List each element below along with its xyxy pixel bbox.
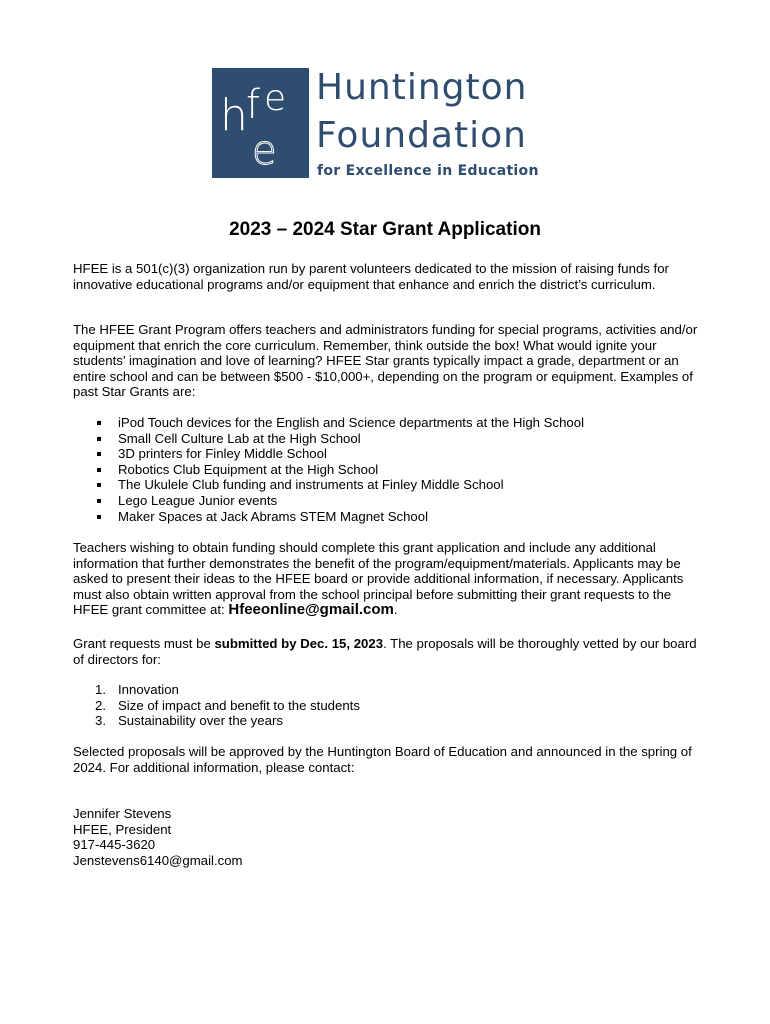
- logo-name-line2: Foundation: [316, 115, 527, 156]
- list-item: [73, 462, 698, 478]
- deadline-date: submitted by Dec. 15, 2023: [214, 636, 384, 651]
- deadline-suffix: . The proposals will be thoroughly vetted by our board of directors for:: [73, 636, 697, 667]
- list-item-text: Lego League Junior events: [118, 492, 278, 508]
- list-item: [73, 446, 698, 462]
- bullet-icon: [97, 421, 101, 425]
- logo-tagline: for Excellence in Education: [317, 163, 539, 179]
- list-item-text: Size of impact and benefit to the students: [118, 697, 360, 713]
- svg-text:e: e: [252, 128, 277, 174]
- contact-role: HFEE, President: [73, 821, 172, 837]
- list-number: 2.: [95, 697, 106, 713]
- bullet-icon: [97, 499, 101, 503]
- list-item-text: Sustainability over the years: [118, 713, 283, 729]
- list-item-text: Small Cell Culture Lab at the High School: [118, 430, 361, 446]
- svg-text:f: f: [246, 82, 261, 128]
- bullet-icon: [97, 452, 101, 456]
- criteria-list: [73, 682, 698, 729]
- list-item-text: 3D printers for Finley Middle School: [118, 446, 327, 462]
- list-item-text: Maker Spaces at Jack Abrams STEM Magnet School: [118, 508, 429, 524]
- grant-committee-email-link[interactable]: Hfeeonline@gmail.com: [228, 601, 394, 619]
- bullet-icon: [97, 515, 101, 519]
- deadline-prefix: Grant requests must be: [73, 636, 215, 651]
- svg-text:e: e: [264, 78, 287, 119]
- examples-list: [73, 415, 698, 524]
- list-item: [73, 682, 698, 698]
- contact-block: [73, 806, 698, 868]
- hfee-logo: [212, 68, 562, 183]
- program-paragraph: The HFEE Grant Program offers teachers and administrators funding for special programs, activities and/or equipment that enrich the core curriculum. Remember, think outside the box! What would ignite your students’ imagination and love of learning? HFEE Star grants typically impact a grade, department or an entire school and can be between $500 - $10,000+, depending on the program or equipment. Examples of past Star Grants are:: [73, 322, 698, 400]
- contact-name: Jennifer Stevens: [73, 806, 172, 821]
- bullet-icon: [97, 468, 101, 472]
- contact-phone: 917-445-3620: [73, 837, 156, 853]
- funding-text: Teachers wishing to obtain funding should complete this grant application and include any additional information that further demonstrates the benefit of the program/equipment/materials. Applicants may be asked to present their ideas to the HFEE board or provide additional information, if necessary. Applicants must also obtain written approval from the school principal before submitting their grant requests to the HFEE grant committee at:: [73, 540, 684, 618]
- list-item-text: Robotics Club Equipment at the High School: [118, 461, 379, 477]
- list-item: [73, 477, 698, 493]
- list-number: 1.: [95, 682, 106, 697]
- contact-email-link[interactable]: Jenstevens6140@gmail.com: [73, 852, 243, 868]
- svg-text:h: h: [220, 90, 248, 141]
- list-number: 3.: [95, 713, 106, 729]
- list-item: [73, 431, 698, 447]
- list-item: [73, 713, 698, 729]
- bullet-icon: [97, 483, 101, 487]
- list-item: [73, 415, 698, 431]
- approval-paragraph: Selected proposals will be approved by the Huntington Board of Education and announced in the spring of 2024. For additional information, please contact:: [73, 744, 692, 775]
- deadline-paragraph: [73, 636, 698, 667]
- list-item-text: iPod Touch devices for the English and Science departments at the High School: [118, 415, 584, 430]
- list-item-text: Innovation: [118, 682, 179, 697]
- funding-end: .: [393, 602, 398, 618]
- funding-paragraph: [73, 540, 698, 618]
- intro-paragraph: HFEE is a 501(c)(3) organization run by parent volunteers dedicated to the mission of raising funds for innovative educational programs and/or equipment that enhance and enrich the district’s curriculum.: [73, 261, 669, 292]
- list-item: [73, 698, 698, 714]
- logo-name-line1: Huntington: [316, 67, 528, 108]
- list-item-text: The Ukulele Club funding and instruments at Finley Middle School: [118, 477, 504, 493]
- list-item: [73, 493, 698, 509]
- list-item: [73, 509, 698, 525]
- bullet-icon: [97, 437, 101, 441]
- page-title: 2023 – 2024 Star Grant Application: [229, 219, 541, 240]
- hfee-logo-mark: [212, 68, 309, 178]
